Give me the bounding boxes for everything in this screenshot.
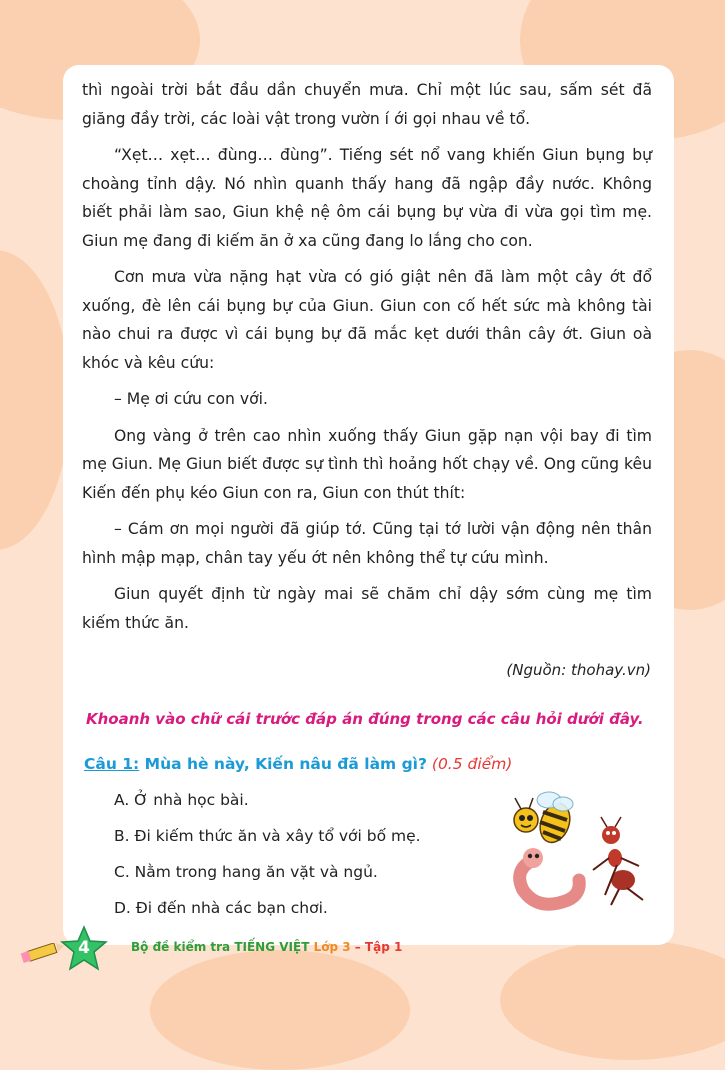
- story-paragraph: thì ngoài trời bắt đầu dần chuyển mưa. Chỉ một lúc sau, sấm sét đã giăng đầy trời, các loài vật trong vườn í ới gọi nhau về tổ.: [82, 81, 652, 128]
- answer-option-c[interactable]: C. Nằm trong hang ăn vặt và ngủ.: [114, 863, 378, 881]
- story-dialogue: – Cám ơn mọi người đã giúp tớ. Cũng tại tớ lười vận động nên thân hình mập mạp, chân tay yếu ớt nên không thể tự cứu mình.: [82, 520, 652, 567]
- footer-series: Bộ đề kiểm tra: [131, 940, 235, 954]
- ant-icon: [593, 817, 643, 905]
- story-paragraph: Ong vàng ở trên cao nhìn xuống thấy Giun gặp nạn vội bay đi tìm mẹ Giun. Mẹ Giun biết được sự tình thì hoảng hốt chạy về. Ong cũng kêu Kiến đến phụ kéo Giun con ra, Giun con thút thít:: [82, 426, 652, 502]
- story-text: [82, 76, 652, 645]
- question-points: (0.5 điểm): [426, 755, 513, 773]
- bg-blob: [150, 950, 410, 1070]
- story-paragraph: Cơn mưa vừa nặng hạt vừa có gió giật nên đã làm một cây ớt đổ xuống, đè lên cái bụng bự của Giun. Giun con cố hết sức mà không tài nào chui ra được vì cái bụng bự đã mắc kẹt dưới thân cây ớt. Giun oà khóc và kêu cứu:: [82, 268, 652, 372]
- question-1: [84, 755, 512, 773]
- story-dialogue: – Mẹ ơi cứu con với.: [114, 390, 268, 408]
- footer-volume: – Tập 1: [350, 940, 403, 954]
- page-number: 4: [78, 938, 90, 958]
- bg-blob: [500, 940, 725, 1060]
- footer-title: [131, 940, 402, 954]
- story-source: (Nguồn: thohay.vn): [506, 661, 651, 679]
- bee-ant-worm-illustration: [493, 790, 663, 915]
- instruction: Khoanh vào chữ cái trước đáp án đúng trong các câu hỏi dưới đây.: [86, 710, 644, 728]
- pencil-icon: [20, 943, 64, 963]
- answer-option-d[interactable]: D. Đi đến nhà các bạn chơi.: [114, 899, 328, 917]
- footer-grade: Lớp 3: [309, 940, 351, 954]
- footer-subject: TIẾNG VIỆT: [234, 940, 310, 954]
- answer-option-b[interactable]: B. Đi kiếm thức ăn và xây tổ với bố mẹ.: [114, 827, 421, 845]
- worm-icon: [520, 848, 580, 904]
- story-paragraph: Giun quyết định từ ngày mai sẽ chăm chỉ dậy sớm cùng mẹ tìm kiếm thức ăn.: [82, 585, 652, 632]
- question-text: Mùa hè này, Kiến nâu đã làm gì?: [139, 755, 427, 773]
- bg-blob: [0, 250, 70, 550]
- question-number: Câu 1:: [84, 755, 140, 773]
- answer-option-a[interactable]: A. Ở nhà học bài.: [114, 791, 249, 809]
- bee-icon: [514, 792, 575, 847]
- story-paragraph: “Xẹt… xẹt… đùng… đùng”. Tiếng sét nổ vang khiến Giun bụng bự choàng tỉnh dậy. Nó nhìn quanh thấy hang đã ngập đầy nước. Không biết phải làm sao, Giun khệ nệ ôm cái bụng bự vừa đi vừa gọi tìm mẹ. Giun mẹ đang đi kiếm ăn ở xa cũng đang lo lắng cho con.: [82, 146, 652, 250]
